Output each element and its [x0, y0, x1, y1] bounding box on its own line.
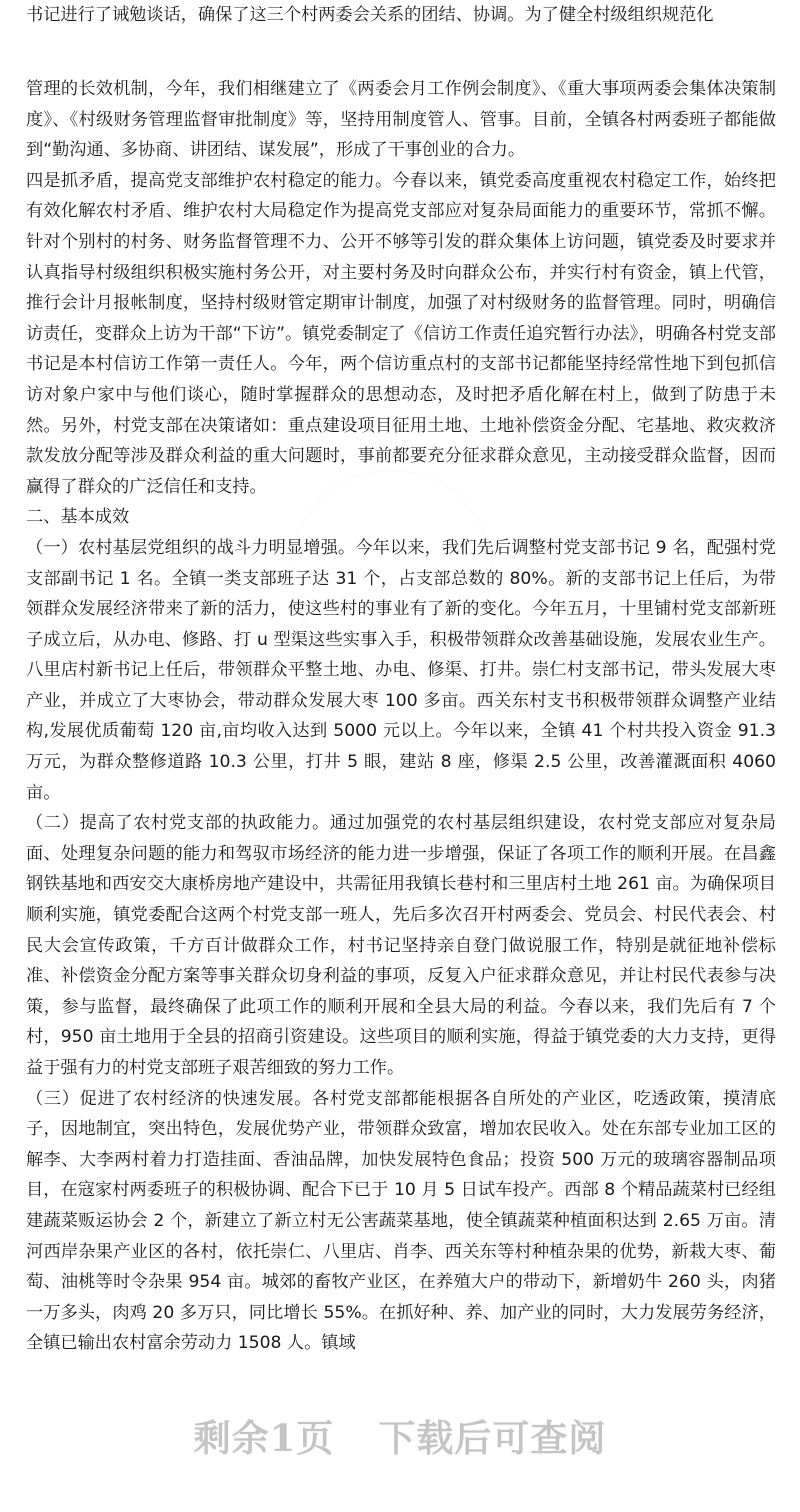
section-heading: 二、基本成效 [26, 507, 130, 528]
download-hint-label[interactable]: 下载后可查阅 [378, 1416, 607, 1460]
paragraph-3: （一）农村基层党组织的战斗力明显增强。今年以来，我们先后调整村党支部书记 9 名，配强村党支部副书记 1 名。全镇一类支部班子达 31 个，占支部总数的 80%。新的支部书记上任后，为带领群众发展经济带来了新的活力，使这些村的事业有了新的变化。今年五月，十里铺村党支部新班子成立后，从办电、修路、打 u 型渠这些实事入手，积极带领群众改善基础设施，发展农业生产。八里店村新书记上任后，带领群众平整土地、办电、修渠、打井。崇仁村支部书记，带头发展大枣产业，并成立了大枣协会，带动群众发展大枣 100 多亩。西关东村支书积极带领群众调整产业结构,发展优质葡萄 120 亩,亩均收入达到 5000 元以上。今年以来，全镇 41 个村共投入资金 91.3 万元，为群众整修道路 10.3 公里，打井 5 眼，建站 8 座，修渠 2.5 公里，改善灌溉面积 4060 亩。 [26, 537, 776, 803]
remaining-pages-label: 剩余1页 [193, 1416, 335, 1460]
paragraph-1: 管理的长效机制，今年，我们相继建立了《两委会月工作例会制度》、《重大事项两委会集体决策制度》、《村级财务管理监督审批制度》等，坚持用制度管人、管事。目前，全镇各村两委班子都能做到“勤沟通、多协商、讲团结、谋发展”，形成了干事创业的合力。 [26, 79, 776, 161]
paragraph-top-line: 书记进行了诫勉谈话，确保了这三个村两委会关系的团结、协调。为了健全村级组织规范化 [26, 5, 714, 25]
paragraph-5: （三）促进了农村经济的快速发展。各村党支部都能根据各自所处的产业区，吃透政策，摸清底子，因地制宜，突出特色，发展优势产业，带领群众致富，增加农民收入。处在东部专业加工区的解李、大李两村着力打造挂面、香油品牌，加快发展特色食品；投资 500 万元的玻璃容器制品项目，在寇家村两委班子的积极协调、配合下已于 10 月 5 日试车投产。西部 8 个精品蔬菜村已经组建蔬菜贩运协会 2 个，新建立了新立村无公害蔬菜基地，使全镇蔬菜种植面积达到 2.65 万亩。清河西岸杂果产业区的各村，依托崇仁、八里店、肖李、西关东等村种植杂果的优势，新栽大枣、葡萄、油桃等时令杂果 954 亩。城郊的畜牧产业区，在养殖大户的带动下，新增奶牛 260 头，肉猪一万多头，肉鸡 20 多万只，同比增长 55%。在抓好种、养、加产业的同时，大力发展劳务经济，全镇已输出农村富余劳动力 1508 人。镇域 [26, 1088, 776, 1354]
main-text-block [26, 74, 776, 1359]
download-prompt[interactable] [0, 1408, 800, 1462]
paragraph-2: 四是抓矛盾，提高党支部维护农村稳定的能力。今春以来，镇党委高度重视农村稳定工作，始终把有效化解农村矛盾、维护农村大局稳定作为提高党支部应对复杂局面能力的重要环节，常抓不懈。针对个别村的村务、财务监督管理不力、公开不够等引发的群众集体上访问题，镇党委及时要求并认真指导村级组织积极实施村务公开，对主要村务及时向群众公布，并实行村有资金，镇上代管，推行会计月报帐制度，坚持村级财管定期审计制度，加强了对村级财务的监督管理。同时，明确信访责任，变群众上访为干部“下访”。镇党委制定了《信访工作责任追究暂行办法》，明确各村党支部书记是本村信访工作第一责任人。今年，两个信访重点村的支部书记都能坚持经常性地下到包抓信访对象户家中与他们谈心，随时掌握群众的思想动态，及时把矛盾化解在村上，做到了防患于未然。另外，村党支部在决策诸如：重点建设项目征用土地、土地补偿资金分配、宅基地、救灾救济款发放分配等涉及群众利益的重大问题时，事前都要充分征求群众意见，主动接受群众监督，因而赢得了群众的广泛信任和支持。 [26, 170, 776, 497]
paragraph-4: （二）提高了农村党支部的执政能力。通过加强党的农村基层组织建设，农村党支部应对复杂局面、处理复杂问题的能力和驾驭市场经济的能力进一步增强，保证了各项工作的顺利开展。在昌鑫钢铁基地和西安交大康桥房地产建设中，共需征用我镇长巷村和三里店村土地 261 亩。为确保项目顺利实施，镇党委配合这两个村党支部一班人，先后多次召开村两委会、党员会、村民代表会、村民大会宣传政策，千方百计做群众工作，村书记坚持亲自登门做说服工作，特别是就征地补偿标准、补偿资金分配方案等事关群众切身利益的事项，反复入户征求群众意见，并让村民代表参与决策，参与监督，最终确保了此项工作的顺利开展和全县大局的利益。今春以来，我们先后有 7 个村，950 亩土地用于全县的招商引资建设。这些项目的顺利实施，得益于镇党委的大力支持，更得益于强有力的村党支部班子艰苦细致的努力工作。 [26, 813, 776, 1078]
top-text-block [26, 0, 776, 31]
